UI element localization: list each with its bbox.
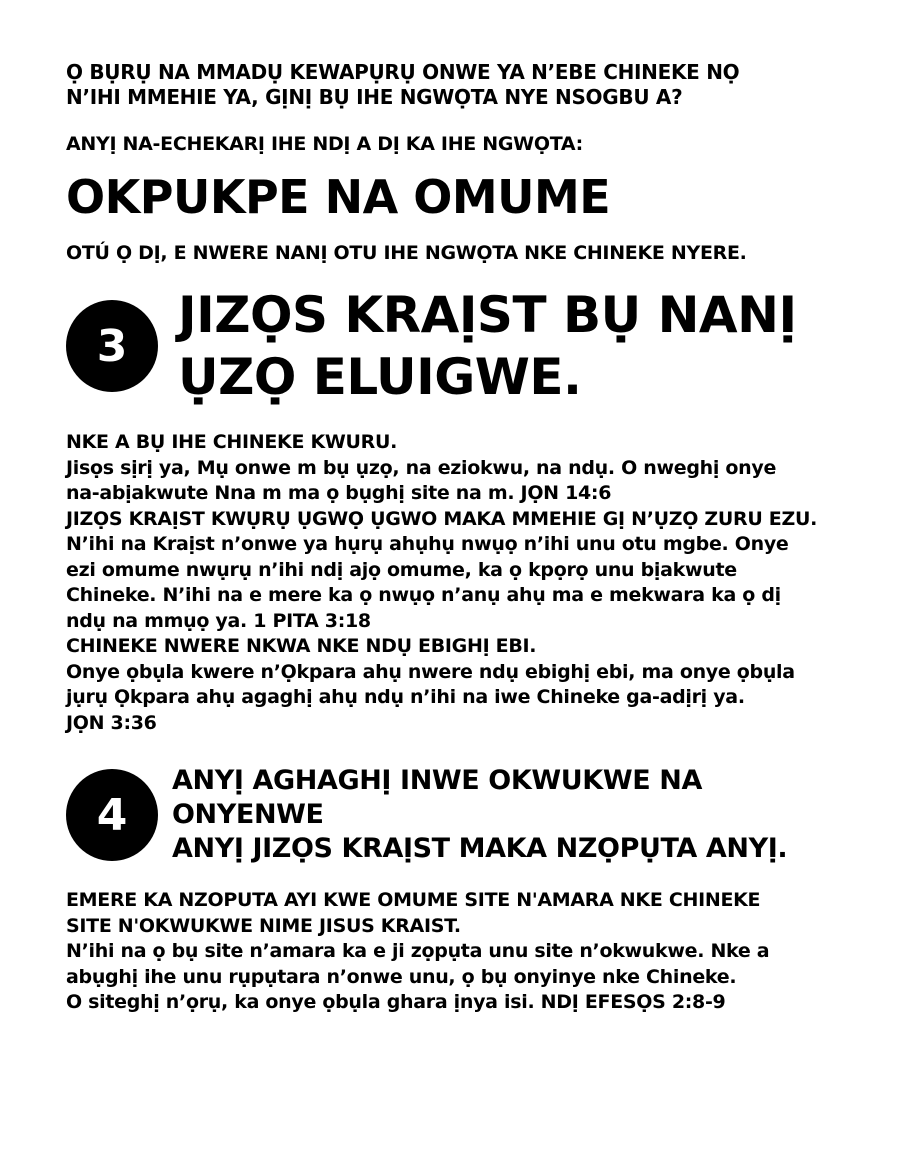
body-line: ezi omume nwụrụ n’ihi ndị ajọ omume, ka ọ kpọrọ unu bịakwute <box>66 558 737 581</box>
body-line: jụrụ Ọkpara ahụ agaghị ahụ ndụ n’ihi na iwe Chineke ga-adịrị ya. <box>66 686 745 708</box>
step-3-body <box>66 430 856 736</box>
step-4-title <box>172 764 856 866</box>
body-line: CHINEKE NWERE NKWA NKE NDỤ EBIGHỊ EBI. <box>66 635 537 657</box>
body-line: na-abịakwute Nna m ma ọ bụghị site na m. JỌN 14:6 <box>66 482 612 504</box>
step-3-header <box>66 284 856 408</box>
body-line: N’ihi na Kraịst n’onwe ya hụrụ ahụhụ nwụọ n’ihi unu otu mgbe. Onye <box>66 533 789 555</box>
body-line: JIZỌS KRAỊST KWỤRỤ ỤGWỌ ỤGWO MAKA MMEHIE GỊ N’ỤZỌ ZURU EZU. <box>66 507 817 530</box>
big-title: OKPUKPE NA OMUME <box>66 170 611 224</box>
body-line: EMERE KA NZOPUTA AYI KWE OMUME SITE N'AMARA NKE CHINEKE <box>66 889 761 911</box>
step-title-line: JIZỌS KRAỊST BỤ NANỊ <box>178 286 797 344</box>
step-4-body <box>66 888 856 1016</box>
subtitle: OTÚ Ọ DỊ, E NWERE NANỊ OTU IHE NGWỌTA NKE CHINEKE NYERE. <box>66 242 747 264</box>
step-title-line: ANYỊ JIZỌS KRAỊST MAKA NZỌPỤTA ANYỊ. <box>172 833 788 864</box>
body-line: SITE N'OKWUKWE NIME JISUS KRAIST. <box>66 914 461 937</box>
intro-question <box>66 60 856 110</box>
step-number-badge: 4 <box>66 769 158 861</box>
step-title-line: ỤZỌ ELUIGWE. <box>178 348 582 406</box>
body-line: N’ihi na ọ bụ site n’amara ka e ji zọpụta unu site n’okwukwe. Nke a <box>66 940 770 962</box>
step-title-line: ANYỊ AGHAGHỊ INWE OKWUKWE NA ONYENWE <box>172 765 702 830</box>
body-line: O siteghị n’ọrụ, ka onye ọbụla ghara ịnya isi. NDỊ EFESỌS 2:8-9 <box>66 991 726 1013</box>
body-line: abụghị ihe unu rụpụtara n’onwe unu, ọ bụ onyinye nke Chineke. <box>66 965 737 988</box>
body-line: Chineke. N’ihi na e mere ka ọ nwụọ n’anụ ahụ ma e mekwara ka ọ dị <box>66 584 781 606</box>
body-line: ndụ na mmụọ ya. 1 PITA 3:18 <box>66 609 371 632</box>
intro-line: Ọ BỤRỤ NA MMADỤ KEWAPỤRỤ ONWE YA N’EBE CHINEKE NỌ <box>66 60 740 84</box>
body-line: NKE A BỤ IHE CHINEKE KWURU. <box>66 431 398 453</box>
intro-line: N’IHI MMEHIE YA, GỊNỊ BỤ IHE NGWỌTA NYE NSOGBU A? <box>66 85 683 109</box>
lead-text: ANYỊ NA-ECHEKARỊ IHE NDỊ A DỊ KA IHE NGWỌTA: <box>66 133 583 155</box>
body-line: Onye ọbụla kwere n’Ọkpara ahụ nwere ndụ ebighị ebi, ma onye ọbụla <box>66 660 795 683</box>
step-4-header <box>66 764 856 866</box>
step-3-title <box>178 284 797 408</box>
tract-page <box>66 60 856 1016</box>
body-line: Jisọs sịrị ya, Mụ onwe m bụ ụzọ, na eziokwu, na ndụ. O nweghị onye <box>66 456 777 479</box>
step-number-badge: 3 <box>66 300 158 392</box>
body-line: JỌN 3:36 <box>66 711 157 734</box>
